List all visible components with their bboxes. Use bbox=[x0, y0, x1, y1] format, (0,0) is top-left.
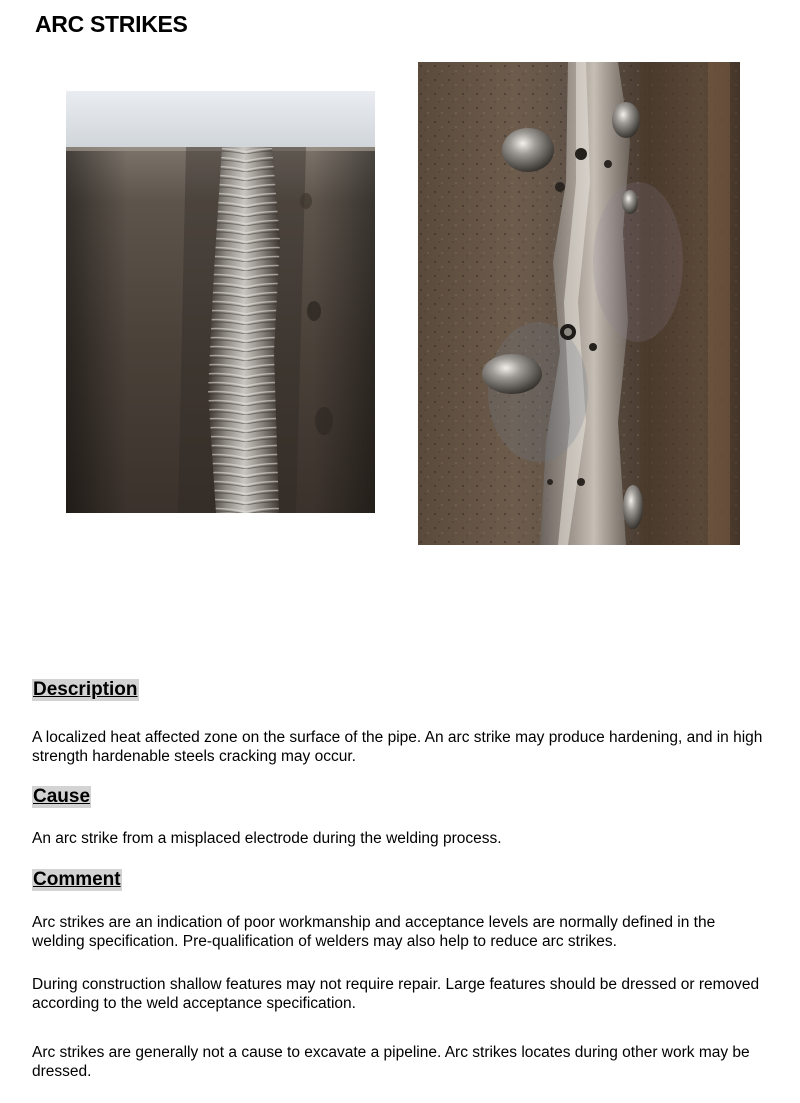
cause-paragraph: An arc strike from a misplaced electrode during the welding process. bbox=[32, 830, 502, 847]
comment-paragraph-2: During construction shallow features may not require repair. Large features should be dressed or removed according to the weld acceptance specification. bbox=[32, 976, 760, 1012]
page-title: ARC STRIKES bbox=[35, 11, 188, 37]
description-heading: Description bbox=[33, 679, 138, 700]
arc-strike-weld-closeup-photo bbox=[418, 62, 740, 545]
description-paragraph: A localized heat affected zone on the surface of the pipe. An arc strike may produce hardening, and in high strength hardenable steels cracking may occur. bbox=[32, 729, 763, 765]
comment-paragraph-3: Arc strikes are generally not a cause to excavate a pipeline. Arc strikes locates during other work may be dressed. bbox=[32, 1044, 750, 1080]
comment-paragraph-1: Arc strikes are an indication of poor workmanship and acceptance levels are normally defined in the welding specification. Pre-qualification of welders may also help to reduce arc strikes. bbox=[32, 914, 716, 950]
welded-pipe-seam-photo bbox=[66, 91, 375, 513]
cause-heading: Cause bbox=[33, 786, 91, 807]
comment-heading: Comment bbox=[33, 869, 121, 890]
